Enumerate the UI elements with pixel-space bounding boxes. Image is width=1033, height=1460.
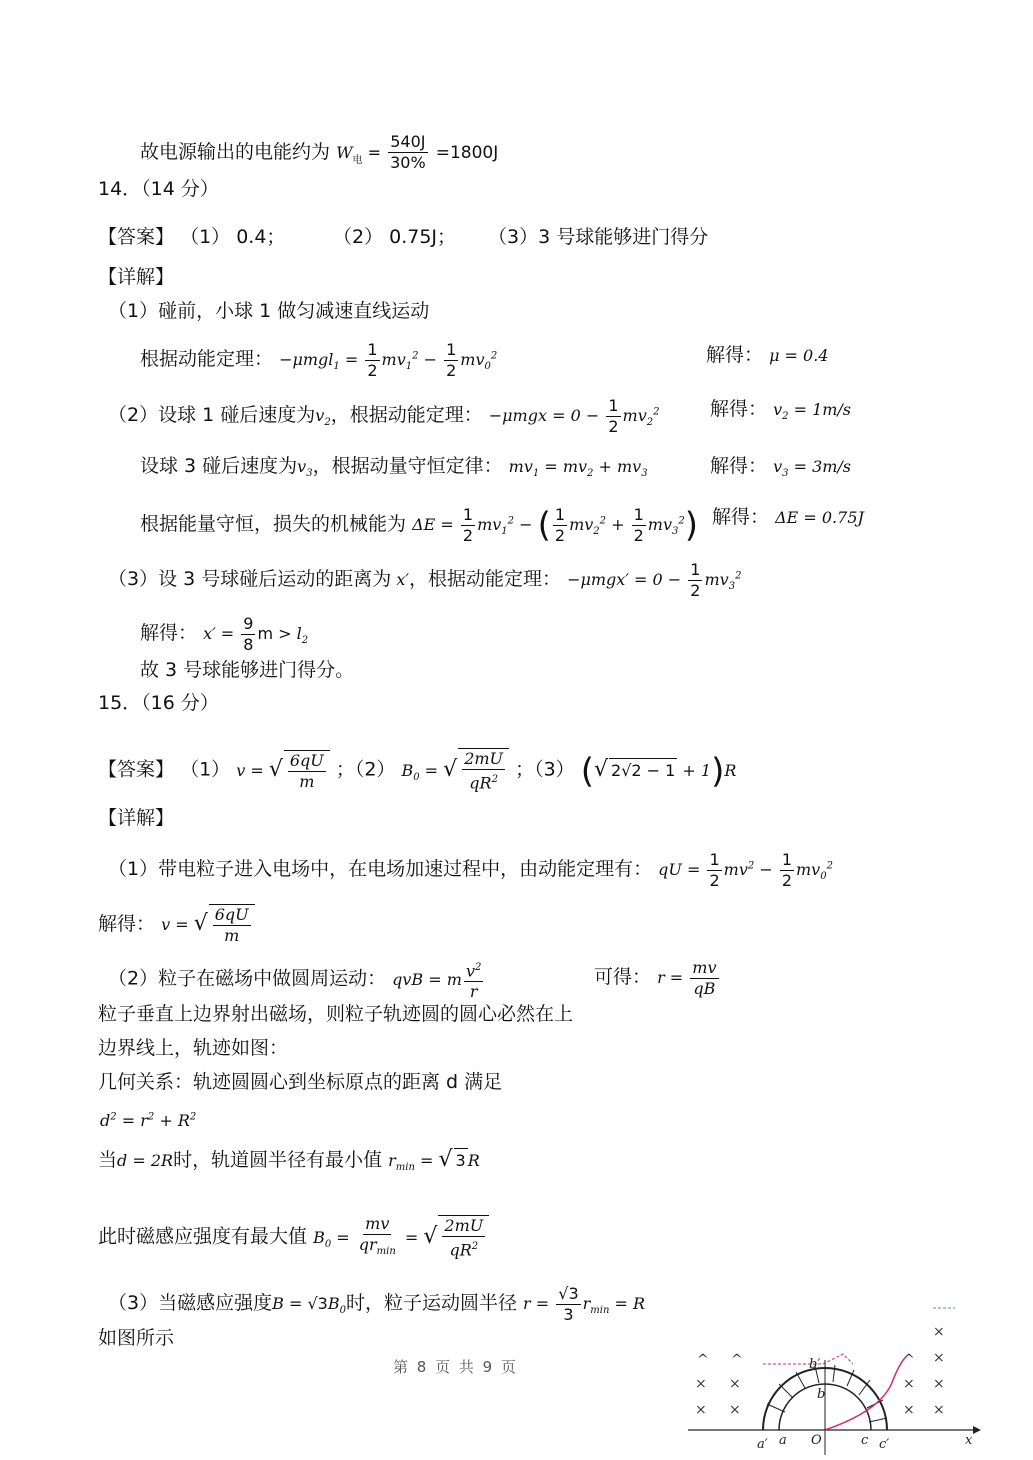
field-cross: × [903, 1376, 915, 1392]
p15-line-4: 粒子垂直上边界射出磁场，则粒子轨迹圆的圆心必然在上 [98, 1003, 574, 1025]
label-x: x [965, 1433, 973, 1448]
answer-14: 【答案】 （1） 0.4； [98, 226, 286, 248]
energy-output-line: 故电源输出的电能约为 $W_电$ = $\frac{540J}{30\%}$ =1800J [140, 132, 499, 172]
p15-line-3: （2）粒子在磁场中做圆周运动： qvB = m $\frac{v^2}{r}$ [108, 958, 485, 1002]
field-cross: × [729, 1402, 741, 1418]
p14-line-2-solution: 解得： μ = 0.4 [706, 344, 829, 366]
p14-line-6: （3）设 3 号球碰后运动的距离为 x′，根据动能定理： −μmgx′ = 0 − $\frac{1}{2}$ $mv_3^2$ [108, 560, 742, 600]
p14-line-4: 设球 3 碰后速度为$v_3$，根据动量守恒定律： $mv_1 = mv_2 + mv_3$ [140, 455, 648, 480]
question-15-title: 15．（16 分） [98, 692, 219, 714]
field-cross: × [695, 1402, 707, 1418]
p15-line-9: 此时磁感应强度有最大值 $B_0$ = $\frac{mv}{qr_{min}}$ = √ $\frac{2mU}{qR^2}$ [98, 1214, 489, 1262]
p14-line-5: 根据能量守恒，损失的机械能为 ΔE = $\frac{1}{2}$ $mv_1^2$ − ( $\frac{1}{2}$ $mv_2^2$ + $\frac{1}{2}$ $mv_3^2$) [140, 505, 699, 546]
p15-line-10: （3）当磁感应强度$B = √3B_0$时，粒子运动圆半径 r = $\frac{√3}{3}$ $r_{min} = R$ [108, 1284, 646, 1324]
field-cross: × [729, 1376, 741, 1392]
detail-heading-15: 【详解】 [98, 807, 175, 829]
p15-line-7: $d^2 = r^2 + R^2$ [100, 1111, 197, 1131]
p15-line-2: 解得： v = √ $\frac{6qU}{m}$ [98, 904, 255, 946]
p15-line-8: 当d = 2R时，轨道圆半径有最小值 $r_{min}$ = √ 3 R [98, 1147, 480, 1174]
p14-line-4-solution: 解得： $v_3 = 3m/s$ [710, 455, 852, 480]
svg-text:^: ^ [697, 1352, 709, 1368]
field-cross: × [933, 1376, 945, 1392]
p14-line-1: （1）碰前，小球 1 做匀减速直线运动 [108, 300, 430, 322]
svg-text:^: ^ [731, 1352, 743, 1368]
p14-line-5-solution: 解得： ΔE = 0.75J [712, 506, 864, 528]
label-c-prime: c′ [879, 1437, 890, 1452]
field-cross: × [933, 1402, 945, 1418]
page-footer: 第 8 页 共 9 页 [393, 1358, 518, 1376]
p14-line-8: 故 3 号球能够进门得分。 [140, 659, 355, 681]
label-a-prime: a′ [757, 1437, 768, 1452]
label-a: a [779, 1433, 787, 1448]
trajectory [825, 1355, 908, 1430]
p15-line-1: （1）带电粒子进入电场中，在电场加速过程中，由动能定理有： qU = $\frac{1}{2}$ $mv^2$ − $\frac{1}{2}$ $mv_0^2$ [108, 850, 833, 890]
answer-14-part3: （3）3 号球能够进门得分 [488, 226, 709, 248]
p15-line-11: 如图所示 [98, 1327, 175, 1349]
field-cross: × [695, 1376, 707, 1392]
question-14-title: 14．（14 分） [98, 178, 219, 200]
p14-line-3: （2）设球 1 碰后速度为$v_2$，根据动能定理： −μmgx = 0 − $\frac{1}{2}$ $mv_2^2$ [108, 396, 660, 436]
field-cross: × [933, 1324, 945, 1340]
field-cross: × [933, 1350, 945, 1366]
p14-line-2: 根据动能定理： −μmgl$_1$ = $\frac{1}{2}$ $mv_1^2$ − $\frac{1}{2}$ $mv_0^2$ [140, 340, 498, 380]
p15-line-6: 几何关系：轨迹圆圆心到坐标原点的距离 d 满足 [98, 1071, 503, 1093]
label-b-prime: b′ [809, 1357, 821, 1372]
label-b: b [817, 1387, 826, 1402]
answer-14-part2: （2） 0.75J； [333, 226, 457, 248]
detail-heading-14: 【详解】 [98, 266, 175, 288]
label-o: O [811, 1433, 822, 1448]
p15-line-3-solution: 可得： r = $\frac{mv}{qB}$ [594, 958, 717, 998]
magnetic-field-figure [683, 1300, 983, 1460]
answer-15: 【答案】 （1） v = √ $\frac{6qU}{m}$ ；（2） $B_0$ = √ $\frac{2mU}{qR^2}$ ；（3） (√ 2√2 − 1 + 1)R [98, 749, 737, 793]
p14-line-3-solution: 解得： $v_2 = 1m/s$ [710, 398, 852, 423]
fraction: $\frac{540J}{30\%}$ [390, 132, 426, 172]
label-c: c [861, 1433, 869, 1448]
svg-text:^: ^ [903, 1352, 915, 1368]
p15-line-5: 边界线上，轨迹如图： [98, 1037, 289, 1059]
p14-line-7: 解得： x′ = $\frac{9}{8}$ $m > l_2$ [140, 614, 309, 654]
field-cross: × [903, 1402, 915, 1418]
